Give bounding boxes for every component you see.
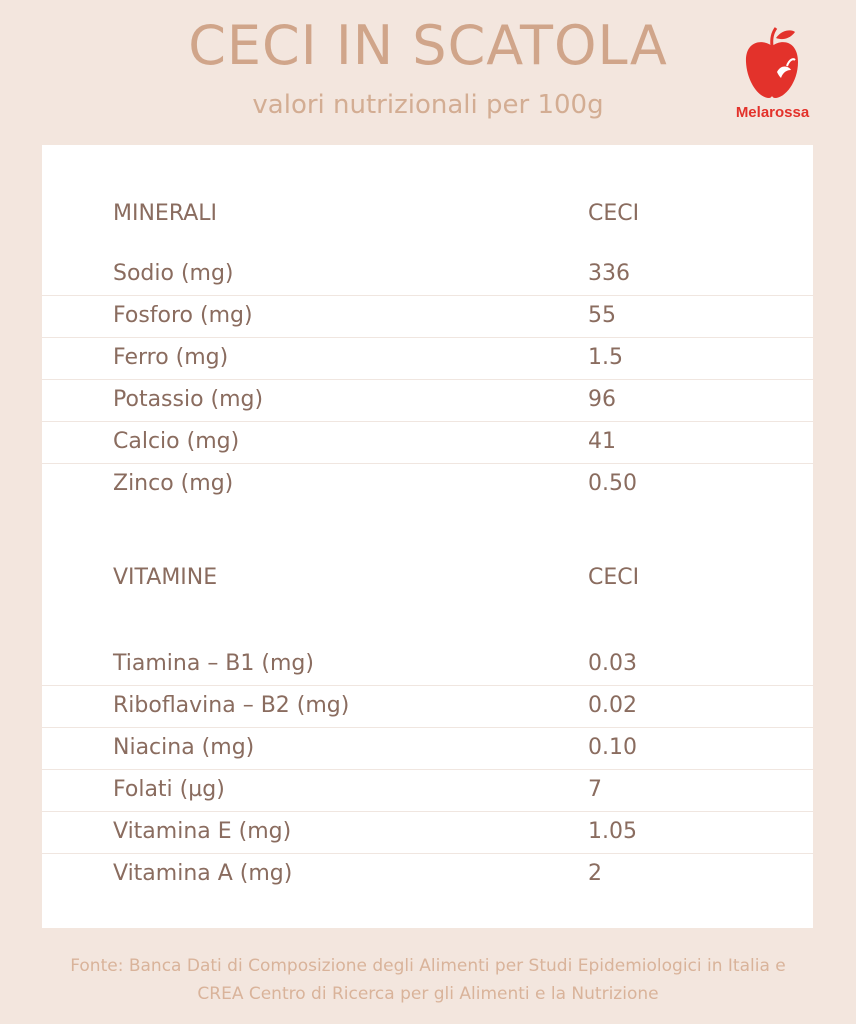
column-label: CECI (588, 565, 640, 590)
nutrition-table (42, 145, 813, 928)
nutrient-value: 7 (588, 777, 602, 802)
table-row (42, 853, 813, 895)
table-header-row (42, 557, 813, 599)
table-row (42, 421, 813, 464)
brand-logo (725, 26, 820, 126)
table-row (42, 685, 813, 728)
table-row (42, 253, 813, 296)
table-row (42, 295, 813, 338)
nutrient-value: 0.03 (588, 651, 637, 676)
source-line-2: CREA Centro di Ricerca per gli Alimenti e la Nutrizione (197, 984, 659, 1004)
table-row (42, 337, 813, 380)
nutrient-name: Niacina (mg) (113, 735, 255, 760)
table-row (42, 769, 813, 812)
nutrient-value: 336 (588, 261, 630, 286)
table-header-row (42, 193, 813, 235)
table-row (42, 727, 813, 770)
nutrient-value: 41 (588, 429, 616, 454)
column-label: CECI (588, 201, 640, 226)
nutrient-value: 0.02 (588, 693, 637, 718)
nutrient-value: 96 (588, 387, 616, 412)
brand-name: Melarossa (735, 104, 810, 121)
nutrient-name: Ferro (mg) (113, 345, 229, 370)
nutrient-value: 1.05 (588, 819, 637, 844)
nutrient-value: 0.50 (588, 471, 637, 496)
nutrient-name: Fosforo (mg) (113, 303, 253, 328)
nutrient-value: 2 (588, 861, 602, 886)
nutrient-name: Tiamina – B1 (mg) (113, 651, 314, 676)
nutrient-name: Folati (µg) (113, 777, 225, 802)
table-row (42, 379, 813, 422)
source-note (0, 952, 856, 1008)
page-subtitle: valori nutrizionali per 100g (252, 90, 604, 120)
nutrient-name: Sodio (mg) (113, 261, 234, 286)
page-title: CECI IN SCATOLA (188, 14, 668, 77)
table-row (42, 463, 813, 505)
nutrient-name: Calcio (mg) (113, 429, 240, 454)
table-row (42, 811, 813, 854)
nutrient-value: 1.5 (588, 345, 623, 370)
nutrient-name: Zinco (mg) (113, 471, 234, 496)
nutrient-value: 55 (588, 303, 616, 328)
source-line-1: Fonte: Banca Dati di Composizione degli Alimenti per Studi Epidemiologici in Italia e (70, 956, 786, 976)
section-label: MINERALI (113, 201, 218, 226)
table-row (42, 643, 813, 686)
nutrient-name: Vitamina E (mg) (113, 819, 292, 844)
apple-logo-icon (743, 26, 801, 102)
nutrient-name: Riboflavina – B2 (mg) (113, 693, 350, 718)
section-label: VITAMINE (113, 565, 218, 590)
nutrient-name: Potassio (mg) (113, 387, 264, 412)
nutrient-value: 0.10 (588, 735, 637, 760)
nutrient-name: Vitamina A (mg) (113, 861, 293, 886)
